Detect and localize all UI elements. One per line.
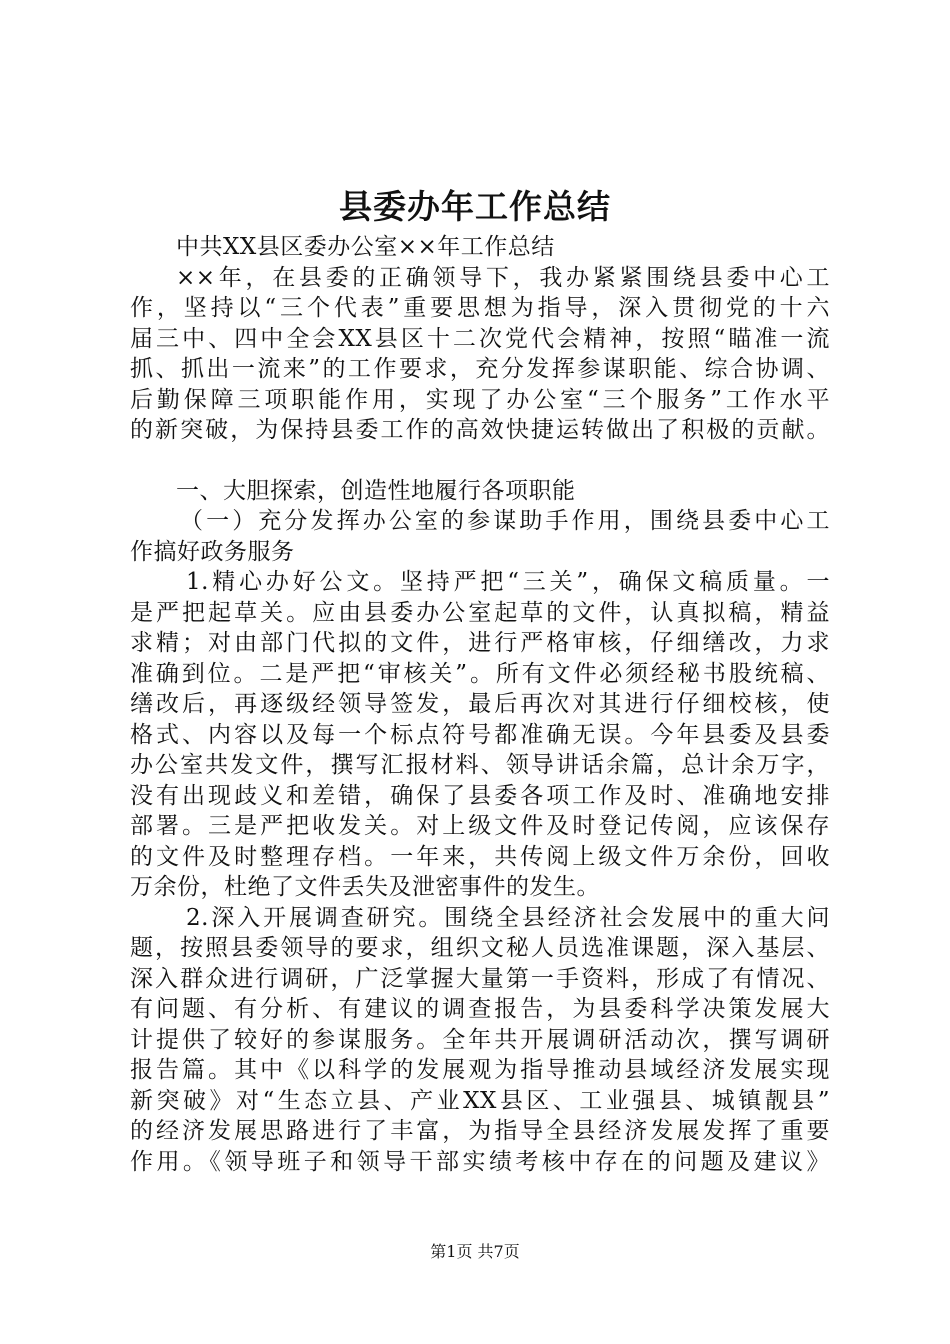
- paragraph-line: 报告篇。其中《以科学的发展观为指导推动县域经济发展实现: [130, 1057, 830, 1083]
- paragraph-line: 深入群众进行调研，广泛掌握大量第一手资料，形成了有情况、: [130, 965, 830, 992]
- paragraph-line: 格式、内容以及每一个标点符号都准确无误。今年县委及县委: [130, 721, 830, 748]
- paragraph-line: 抓、抓出一流来”的工作要求，充分发挥参谋职能、综合协调、: [130, 356, 830, 382]
- document-body: [130, 232, 830, 1177]
- paragraph-line: 缮改后，再逐级经领导签发，最后再次对其进行仔细校核，使: [130, 691, 830, 717]
- paragraph-line: 2.深入开展调查研究。围绕全县经济社会发展中的重大问: [186, 904, 830, 931]
- paragraph-line: 1.精心办好公文。坚持严把“三关”，确保文稿质量。一: [186, 569, 830, 595]
- intro-paragraph: [130, 263, 830, 446]
- paragraph-line: 作，坚持以“三个代表”重要思想为指导，深入贯彻党的十六: [130, 295, 830, 321]
- paragraph-line: 万余份，杜绝了文件丢失及泄密事件的发生。: [130, 874, 600, 900]
- paragraph-line: ××年，在县委的正确领导下，我办紧紧围绕县委中心工: [176, 264, 830, 291]
- paragraph-line: （一）充分发挥办公室的参谋助手作用，围绕县委中心工: [180, 508, 830, 534]
- paragraph-line: 作搞好政务服务: [130, 538, 295, 565]
- paragraph-line: 办公室共发文件，撰写汇报材料、领导讲话余篇，总计余万字，: [130, 752, 830, 778]
- paragraph-line: 新突破》对“生态立县、产业XX县区、工业强县、城镇靓县”: [130, 1087, 830, 1114]
- item-2-paragraph: [130, 903, 830, 1178]
- paragraph-line: 的经济发展思路进行了丰富，为指导全县经济发展发挥了重要: [130, 1118, 830, 1144]
- page-number: 第1页 共7页: [430, 1242, 520, 1261]
- paragraph-line: 没有出现歧义和差错，确保了县委各项工作及时、准确地安排: [130, 782, 830, 809]
- section-heading: 一、大胆探索，创造性地履行各项职能: [176, 477, 576, 504]
- paragraph-line: 准确到位。二是严把“审核关”。所有文件必须经秘书股统稿、: [130, 660, 830, 687]
- paragraph-line: 计提供了较好的参谋服务。全年共开展调研活动次，撰写调研: [130, 1026, 830, 1053]
- paragraph-line: 的文件及时整理存档。一年来，共传阅上级文件万余份，回收: [130, 843, 830, 870]
- paragraph-line: 部署。三是严把收发关。对上级文件及时登记传阅，应该保存: [130, 813, 830, 839]
- subsection-heading: [130, 506, 830, 567]
- paragraph-line: 题，按照县委领导的要求，组织文秘人员选准课题，深入基层、: [130, 935, 830, 961]
- paragraph-line: 的新突破，为保持县委工作的高效快捷运转做出了积极的贡献。: [130, 417, 830, 443]
- paragraph-line: 求精；对由部门代拟的文件，进行严格审核，仔细缮改，力求: [130, 630, 830, 656]
- paragraph-line: 有问题、有分析、有建议的调查报告，为县委科学决策发展大: [130, 996, 830, 1022]
- paragraph-line: 是严把起草关。应由县委办公室起草的文件，认真拟稿，精益: [130, 599, 830, 626]
- item-1-paragraph: [130, 567, 830, 903]
- paragraph-line: 作用。《领导班子和领导干部实绩考核中存在的问题及建议》: [130, 1148, 830, 1175]
- paragraph-line: 后勤保障三项职能作用，实现了办公室“三个服务”工作水平: [130, 386, 830, 413]
- document-subtitle: 中共XX县区委办公室××年工作总结: [176, 234, 555, 260]
- document-title: 县委办年工作总结: [339, 187, 611, 226]
- paragraph-line: 届三中、四中全会XX县区十二次党代会精神，按照“瞄准一流: [130, 325, 830, 352]
